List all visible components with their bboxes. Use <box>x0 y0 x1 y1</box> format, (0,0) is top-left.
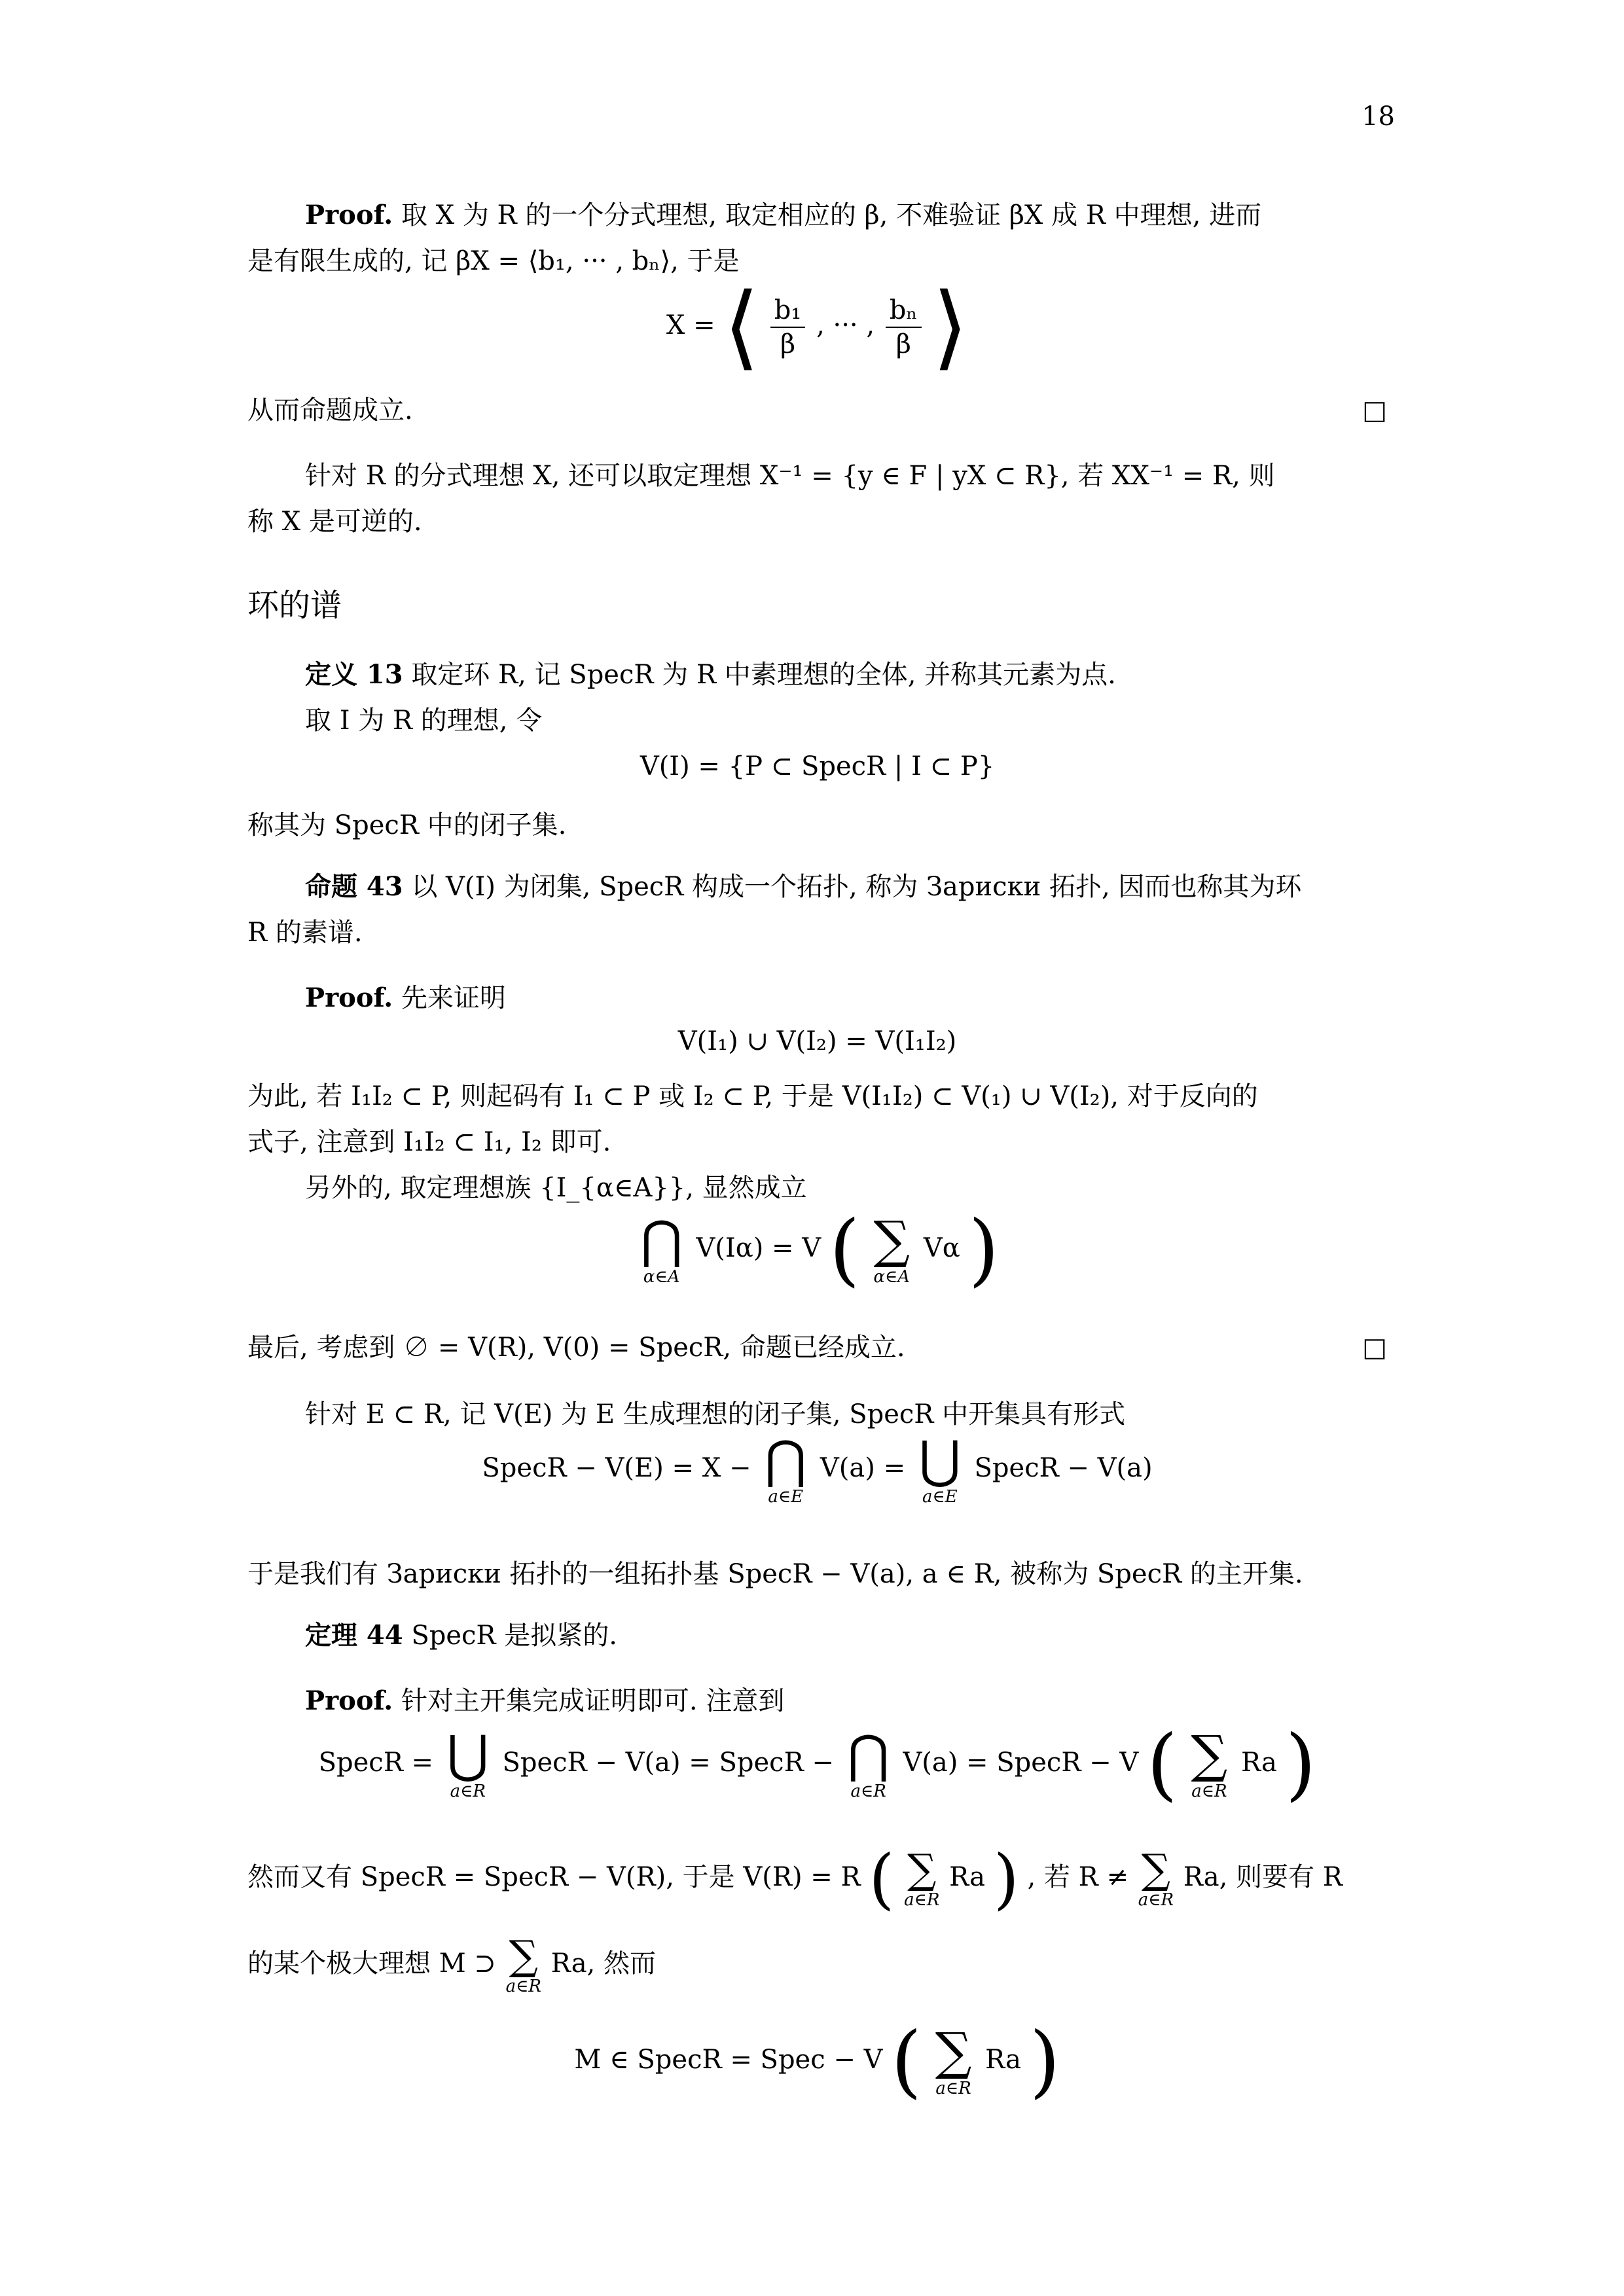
sum-term: Ra <box>985 2045 1022 2075</box>
qed-symbol: □ <box>1362 1333 1387 1363</box>
equation-middle: V(Iα) = V <box>696 1233 821 1263</box>
argument-line-1: 为此, 若 I₁I₂ ⊂ P, 则起码有 I₁ ⊂ P 或 I₂ ⊂ P, 于是 V(I₁I₂) ⊂ V(₁) ∪ V(I₂), 对于反向的 <box>247 1081 1258 1111</box>
right-paren: ) <box>993 1840 1019 1917</box>
closed-subset-text: 称其为 SpecR 中的闭子集. <box>247 810 567 840</box>
sum-index: α∈A <box>873 1267 911 1287</box>
proposition-label: 命题 43 <box>305 871 403 902</box>
sum-symbol: ∑ <box>509 1931 538 1979</box>
right-angle-bracket: ⟩ <box>932 274 969 380</box>
equation-open-sets <box>247 1433 1387 1507</box>
equation-right: SpecR − V(a) <box>974 1453 1153 1483</box>
definition-text: 取定环 R, 记 SpecR 为 R 中素理想的全体, 并称其元素为点. <box>411 660 1116 690</box>
intersection-symbol: ⋂ <box>847 1725 890 1784</box>
equation-part-a: M ∈ SpecR = Spec − V <box>574 2045 883 2075</box>
right-paren: ) <box>968 1204 1000 1295</box>
fraction-b1-beta <box>770 294 806 361</box>
theorem-44 <box>247 1613 1387 1659</box>
big-sum <box>873 1213 910 1287</box>
final-remark-line <box>247 1325 1387 1371</box>
proof-paragraph-2 <box>247 975 1387 1021</box>
proof-text-line-1: 取 X 为 R 的一个分式理想, 取定相应的 β, 不难验证 βX 成 R 中理想, 进而 <box>401 200 1262 230</box>
equation-left: SpecR − V(E) = X − <box>482 1453 751 1483</box>
definition-13 <box>247 652 1387 698</box>
theorem-text: SpecR 是拟紧的. <box>411 1621 617 1651</box>
big-sum <box>904 1845 940 1910</box>
intersection-index: a∈E <box>768 1487 804 1507</box>
big-intersection <box>847 1725 890 1801</box>
sum-term: Vα <box>923 1233 960 1263</box>
ideal-intro: 取 I 为 R 的理想, 令 <box>305 706 543 736</box>
left-paren: ( <box>1147 1719 1178 1810</box>
fraction-bn-beta <box>886 294 922 361</box>
intersection-index: a∈R <box>850 1782 886 1801</box>
union-index: a∈E <box>922 1487 958 1507</box>
equation-lhs: X = <box>666 310 715 340</box>
open-set-intro: 针对 E ⊂ R, 记 V(E) 为 E 生成理想的闭子集, SpecR 中开集具有形式 <box>305 1399 1126 1429</box>
line-part-a: 然而又有 SpecR = SpecR − V(R), 于是 V(R) = R <box>247 1862 861 1892</box>
invertible-definition-line-2: 称 X 是可逆的. <box>247 507 422 537</box>
definition-label: 定义 13 <box>305 659 403 690</box>
maximal-ideal-line-1 <box>247 1838 1387 1918</box>
proof-text-line-2: 是有限生成的, 记 βX = ⟨b₁, ··· , bₙ⟩, 于是 <box>247 246 740 276</box>
equation-closed-set: V(I) = {P ⊂ SpecR | I ⊂ P} <box>640 751 995 781</box>
ideal-family-text: 另外的, 取定理想族 {I_{α∈A}}, 显然成立 <box>305 1173 807 1203</box>
intersection-index: α∈A <box>643 1267 680 1287</box>
intersection-symbol: ⋂ <box>765 1431 807 1490</box>
fraction-numerator: bₙ <box>886 294 922 328</box>
sum-index: a∈R <box>1191 1782 1227 1801</box>
right-paren: ) <box>1029 2016 1060 2107</box>
equation-middle: V(a) = <box>820 1453 906 1483</box>
equation-maximal-ideal <box>247 2016 1387 2107</box>
sum-symbol: ∑ <box>935 2022 972 2081</box>
equation-part-a: SpecR = <box>318 1748 434 1778</box>
left-paren: ( <box>869 1840 895 1917</box>
big-intersection <box>765 1433 806 1507</box>
argument-line-2: 式子, 注意到 I₁I₂ ⊂ I₁, I₂ 即可. <box>247 1127 611 1157</box>
equation-intersection-sum <box>247 1204 1387 1295</box>
ellipsis-separator: , ··· , <box>816 310 875 340</box>
line-part-b: , 若 R ≠ <box>1027 1862 1128 1892</box>
proposition-text-line-2: R 的素谱. <box>247 918 363 948</box>
proposition-text-line-1: 以 V(I) 为闭集, SpecR 构成一个拓扑, 称为 Зариски 拓扑, 因而也称其为环 <box>411 872 1302 902</box>
intersection-symbol: ⋂ <box>640 1211 683 1270</box>
equation-spec-decomposition <box>247 1719 1387 1810</box>
proof-label: Proof. <box>305 982 393 1013</box>
big-sum <box>935 2022 972 2098</box>
big-sum <box>1138 1845 1174 1910</box>
union-symbol: ⋃ <box>918 1431 961 1490</box>
sum-term: Ra <box>949 1862 986 1892</box>
proposition-43 <box>247 864 1387 910</box>
proof-text: 先来证明 <box>401 983 506 1013</box>
big-sum <box>1191 1725 1228 1801</box>
proof-label: Proof. <box>305 200 393 230</box>
sum-index: a∈R <box>904 1890 940 1910</box>
theorem-label: 定理 44 <box>305 1620 403 1651</box>
fraction-numerator: b₁ <box>770 294 806 328</box>
line-part-a: 的某个极大理想 M ⊃ <box>247 1948 496 1979</box>
conclusion-line <box>247 387 1387 433</box>
line-part-b: Ra, 然而 <box>550 1948 656 1979</box>
section-heading: 环的谱 <box>247 587 342 624</box>
union-index: a∈R <box>450 1782 486 1801</box>
big-intersection <box>641 1213 683 1287</box>
equation-part-b: SpecR − V(a) = SpecR − <box>502 1748 834 1778</box>
conclusion-text: 从而命题成立. <box>247 395 413 425</box>
sum-symbol: ∑ <box>1141 1845 1170 1893</box>
proof-paragraph-3 <box>247 1678 1387 1724</box>
basis-text: 于是我们有 Зариски 拓扑的一组拓扑基 SpecR − V(a), a ∈ R, 被称为 SpecR 的主开集. <box>247 1559 1303 1589</box>
left-paren: ( <box>829 1204 860 1295</box>
proof-paragraph-1 <box>247 192 1387 238</box>
line-part-c: Ra, 则要有 R <box>1183 1862 1343 1892</box>
qed-symbol: □ <box>1362 395 1387 425</box>
fraction-denominator: β <box>895 329 911 359</box>
union-symbol: ⋃ <box>446 1725 489 1784</box>
sum-index: a∈R <box>505 1977 541 1996</box>
big-sum <box>505 1931 541 1996</box>
invertible-definition-line-1: 针对 R 的分式理想 X, 还可以取定理想 X⁻¹ = {y ∈ F | yX ⊂ R}, 若 XX⁻¹ = R, 则 <box>305 461 1275 491</box>
sum-index: a∈R <box>1138 1890 1174 1910</box>
big-union <box>919 1433 961 1507</box>
proof-text: 针对主开集完成证明即可. 注意到 <box>401 1686 785 1716</box>
maximal-ideal-line-2 <box>247 1924 1387 2003</box>
final-remark-text: 最后, 考虑到 ∅ = V(R), V(0) = SpecR, 命题已经成立. <box>247 1333 905 1363</box>
sum-index: a∈R <box>935 2079 971 2098</box>
sum-symbol: ∑ <box>907 1845 937 1893</box>
sum-symbol: ∑ <box>1191 1725 1228 1784</box>
equation-union-product: V(I₁) ∪ V(I₂) = V(I₁I₂) <box>677 1026 957 1056</box>
sum-symbol: ∑ <box>873 1211 911 1270</box>
fraction-denominator: β <box>780 329 796 359</box>
left-paren: ( <box>891 2016 922 2107</box>
right-paren: ) <box>1285 1719 1316 1810</box>
left-angle-bracket: ⟨ <box>723 274 759 380</box>
big-union <box>446 1725 489 1801</box>
equation-x-generators <box>247 274 1387 380</box>
page-number: 18 <box>1362 101 1395 132</box>
equation-part-c: V(a) = SpecR − V <box>903 1748 1139 1778</box>
proof-label: Proof. <box>305 1685 393 1716</box>
sum-term: Ra <box>1240 1748 1277 1778</box>
